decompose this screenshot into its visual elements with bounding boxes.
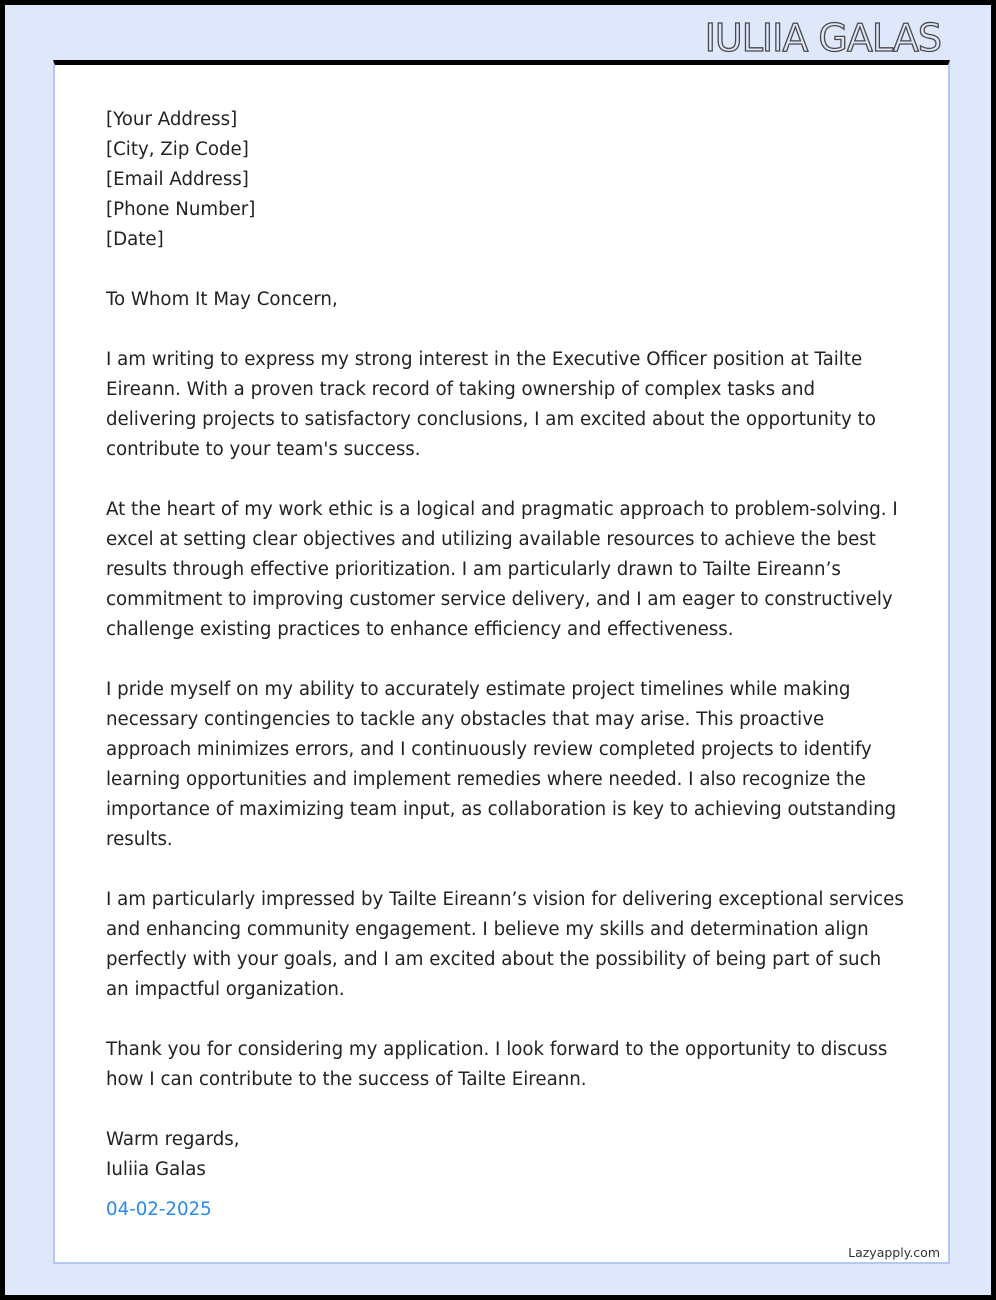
letter-page [53,60,950,1264]
sender-date: [Date] [106,229,164,250]
paragraph-4: I am particularly impressed by Tailte Eireann’s vision for delivering exceptional services and enhancing community engagement. I believe my skills and determination align perfectly with your goals, and I am excited about the possibility of being part of such an impactful organization. [106,889,904,1000]
paragraph-1: I am writing to express my strong interest in the Executive Officer position at Tailte Eireann. With a proven track record of taking ownership of complex tasks and delivering projects to satisfactory conclusions, I am excited about the opportunity to contribute to your team's success. [106,349,876,460]
sender-city-zip: [City, Zip Code] [106,139,249,160]
closing-block [106,1125,906,1225]
paragraph-3: I pride myself on my ability to accurately estimate project timelines while making necessary contingencies to tackle any obstacles that may arise. This proactive approach minimizes errors, and I continuously review completed projects to identify learning opportunities and implement remedies where needed. I also recognize the importance of maximizing team input, as collaboration is key to achieving outstanding results. [106,679,897,850]
sender-email: [Email Address] [106,169,249,190]
salutation: To Whom It May Concern, [106,289,338,310]
sender-address: [Your Address] [106,109,238,130]
document-frame [5,5,991,1295]
footer-brand: Lazyapply.com [848,1245,940,1260]
signature-name: Iuliia Galas [106,1159,206,1180]
paragraph-5: Thank you for considering my application. I look forward to the opportunity to discuss how I can contribute to the success of Tailte Eireann. [106,1039,888,1090]
sender-block [106,105,906,255]
header-name: IULIIA GALAS [704,16,941,60]
signoff: Warm regards, [106,1129,240,1150]
letter-body [106,105,906,1225]
paragraph-2: At the heart of my work ethic is a logical and pragmatic approach to problem-solving. I excel at setting clear objectives and utilizing available resources to achieve the best results through effective prioritization. I am particularly drawn to Tailte Eireann’s commitment to improving customer service delivery, and I am eager to constructively challenge existing practices to enhance efficiency and effectiveness. [106,499,898,640]
letter-date: 04-02-2025 [106,1199,212,1220]
sender-phone: [Phone Number] [106,199,256,220]
